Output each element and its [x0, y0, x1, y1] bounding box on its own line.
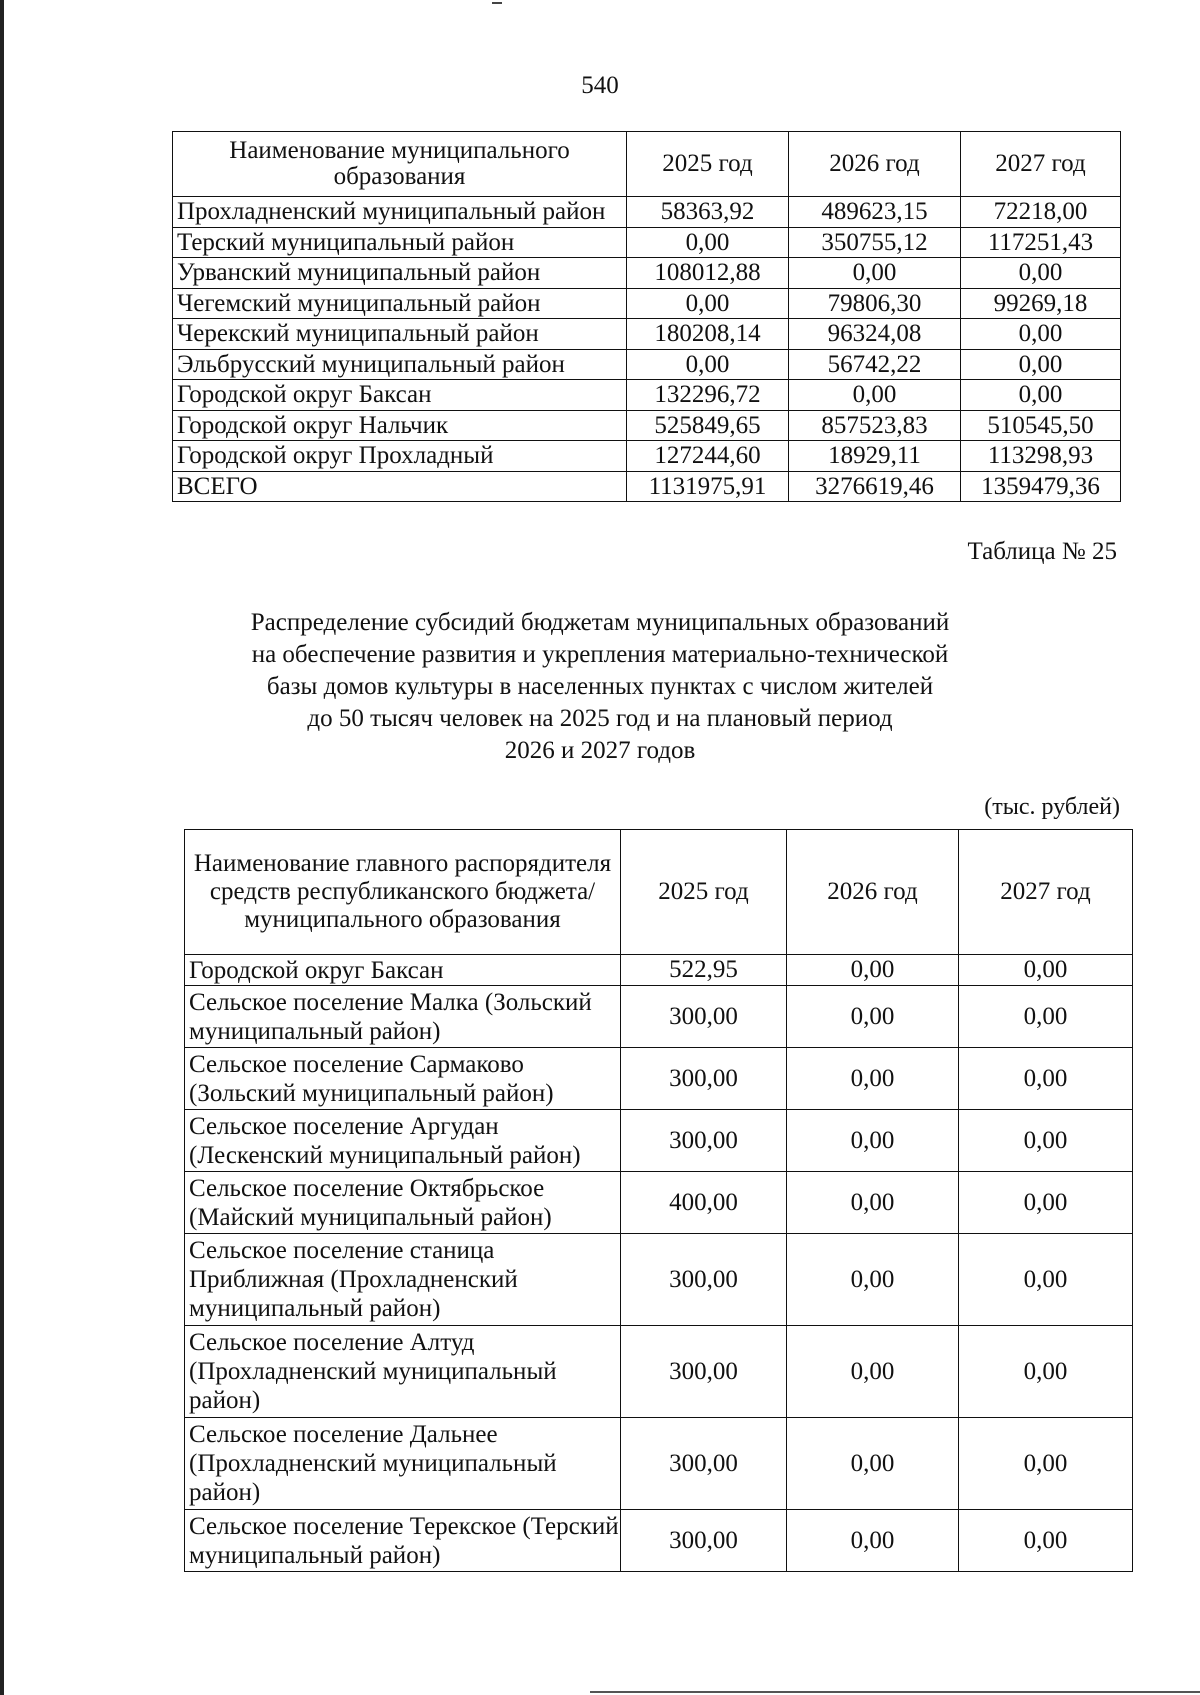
table-row [173, 471, 1121, 502]
value-cell: 1359479,36 [961, 471, 1121, 502]
unit-label: (тыс. рублей) [984, 794, 1120, 820]
title-line: на обеспечение развития и укрепления материально-технической [251, 641, 949, 668]
table-row [185, 1234, 1133, 1326]
table-title [0, 607, 1200, 767]
value-cell: 300,00 [621, 1048, 787, 1110]
table-row [185, 1510, 1133, 1572]
title-line: до 50 тысяч человек на 2025 год и на плановый период [307, 705, 893, 732]
row-name-cell: Эльбрусский муниципальный район [173, 349, 627, 380]
value-cell: 525849,65 [627, 410, 789, 441]
table-header-row [185, 830, 1133, 955]
table-row [185, 1048, 1133, 1110]
value-cell: 72218,00 [961, 197, 1121, 228]
value-cell: 0,00 [961, 258, 1121, 289]
table-row [173, 319, 1121, 350]
value-cell: 56742,22 [789, 349, 961, 380]
value-cell: 0,00 [787, 955, 959, 986]
table-row [173, 197, 1121, 228]
table-row [185, 1110, 1133, 1172]
row-name-cell: Чегемский муниципальный район [173, 288, 627, 319]
value-cell: 300,00 [621, 986, 787, 1048]
row-name-cell: Городской округ Баксан [185, 955, 621, 986]
header-2027: 2027 год [961, 132, 1121, 197]
value-cell: 3276619,46 [789, 471, 961, 502]
value-cell: 0,00 [959, 1048, 1133, 1110]
table-row [185, 955, 1133, 986]
value-cell: 0,00 [787, 1510, 959, 1572]
value-cell: 0,00 [789, 380, 961, 411]
row-name-cell: Урванский муниципальный район [173, 258, 627, 289]
table-body [185, 955, 1133, 1572]
value-cell: 0,00 [627, 349, 789, 380]
table-row [173, 441, 1121, 472]
row-name-cell: ВСЕГО [173, 471, 627, 502]
header-administrator: Наименование главного распорядителя средств республиканского бюджета/ муниципального образования [185, 830, 621, 955]
table-number: Таблица № 25 [967, 538, 1117, 565]
value-cell: 1131975,91 [627, 471, 789, 502]
value-cell: 0,00 [961, 319, 1121, 350]
value-cell: 180208,14 [627, 319, 789, 350]
value-cell: 0,00 [959, 1234, 1133, 1326]
value-cell: 0,00 [627, 227, 789, 258]
scan-bottom-line [590, 1691, 1200, 1693]
table-row [173, 227, 1121, 258]
value-cell: 510545,50 [961, 410, 1121, 441]
page-number: 540 [581, 72, 619, 99]
value-cell: 99269,18 [961, 288, 1121, 319]
value-cell: 79806,30 [789, 288, 961, 319]
header-municipality: Наименование муниципального образования [173, 132, 627, 197]
value-cell: 0,00 [787, 1418, 959, 1510]
value-cell: 96324,08 [789, 319, 961, 350]
value-cell: 0,00 [787, 1110, 959, 1172]
row-name-cell: Сельское поселение Октябрьское (Майский муниципальный район) [185, 1172, 621, 1234]
value-cell: 18929,11 [789, 441, 961, 472]
value-cell: 113298,93 [961, 441, 1121, 472]
row-name-cell: Сельское поселение Дальнее (Прохладненский муниципальный район) [185, 1418, 621, 1510]
row-name-cell: Городской округ Нальчик [173, 410, 627, 441]
row-name-cell: Сельское поселение станица Приближная (Прохладненский муниципальный район) [185, 1234, 621, 1326]
row-name-cell: Сельское поселение Терекское (Терский муниципальный район) [185, 1510, 621, 1572]
municipal-distribution-table-continued [172, 131, 1121, 502]
value-cell: 400,00 [621, 1172, 787, 1234]
value-cell: 0,00 [959, 955, 1133, 986]
value-cell: 127244,60 [627, 441, 789, 472]
row-name-cell: Сельское поселение Алтуд (Прохладненский муниципальный район) [185, 1326, 621, 1418]
row-name-cell: Сельское поселение Аргудан (Лескенский муниципальный район) [185, 1110, 621, 1172]
value-cell: 0,00 [959, 1326, 1133, 1418]
row-name-cell: Городской округ Прохладный [173, 441, 627, 472]
scan-top-mark [492, 2, 502, 4]
table-row [173, 288, 1121, 319]
value-cell: 300,00 [621, 1326, 787, 1418]
table-row [185, 1326, 1133, 1418]
title-line: базы домов культуры в населенных пунктах с числом жителей [266, 673, 934, 700]
value-cell: 0,00 [789, 258, 961, 289]
value-cell: 0,00 [627, 288, 789, 319]
title-line: 2026 и 2027 годов [504, 737, 696, 764]
table-row [185, 1418, 1133, 1510]
value-cell: 522,95 [621, 955, 787, 986]
row-name-cell: Черекский муниципальный район [173, 319, 627, 350]
value-cell: 132296,72 [627, 380, 789, 411]
value-cell: 0,00 [961, 380, 1121, 411]
value-cell: 0,00 [959, 1110, 1133, 1172]
value-cell: 0,00 [787, 986, 959, 1048]
value-cell: 489623,15 [789, 197, 961, 228]
value-cell: 0,00 [959, 1172, 1133, 1234]
scan-left-border [0, 0, 4, 1695]
value-cell: 0,00 [787, 1234, 959, 1326]
value-cell: 0,00 [787, 1326, 959, 1418]
row-name-cell: Прохладненский муниципальный район [173, 197, 627, 228]
table-row [185, 1172, 1133, 1234]
header-2026: 2026 год [789, 132, 961, 197]
table-row [185, 986, 1133, 1048]
header-2026: 2026 год [787, 830, 959, 955]
header-2025: 2025 год [627, 132, 789, 197]
table-header-row [173, 132, 1121, 197]
value-cell: 350755,12 [789, 227, 961, 258]
table-row [173, 380, 1121, 411]
value-cell: 0,00 [961, 349, 1121, 380]
table-row [173, 349, 1121, 380]
value-cell: 300,00 [621, 1234, 787, 1326]
value-cell: 108012,88 [627, 258, 789, 289]
row-name-cell: Сельское поселение Сармаково (Зольский муниципальный район) [185, 1048, 621, 1110]
table-body [173, 197, 1121, 502]
value-cell: 300,00 [621, 1110, 787, 1172]
subsidy-distribution-table [184, 829, 1133, 1572]
value-cell: 0,00 [959, 986, 1133, 1048]
row-name-cell: Терский муниципальный район [173, 227, 627, 258]
row-name-cell: Городской округ Баксан [173, 380, 627, 411]
value-cell: 0,00 [959, 1418, 1133, 1510]
value-cell: 0,00 [787, 1048, 959, 1110]
value-cell: 58363,92 [627, 197, 789, 228]
value-cell: 300,00 [621, 1418, 787, 1510]
header-2027: 2027 год [959, 830, 1133, 955]
title-line: Распределение субсидий бюджетам муниципальных образований [250, 609, 950, 636]
value-cell: 300,00 [621, 1510, 787, 1572]
value-cell: 0,00 [959, 1510, 1133, 1572]
table-row [173, 410, 1121, 441]
value-cell: 117251,43 [961, 227, 1121, 258]
value-cell: 857523,83 [789, 410, 961, 441]
value-cell: 0,00 [787, 1172, 959, 1234]
table-row [173, 258, 1121, 289]
row-name-cell: Сельское поселение Малка (Зольский муниципальный район) [185, 986, 621, 1048]
header-2025: 2025 год [621, 830, 787, 955]
